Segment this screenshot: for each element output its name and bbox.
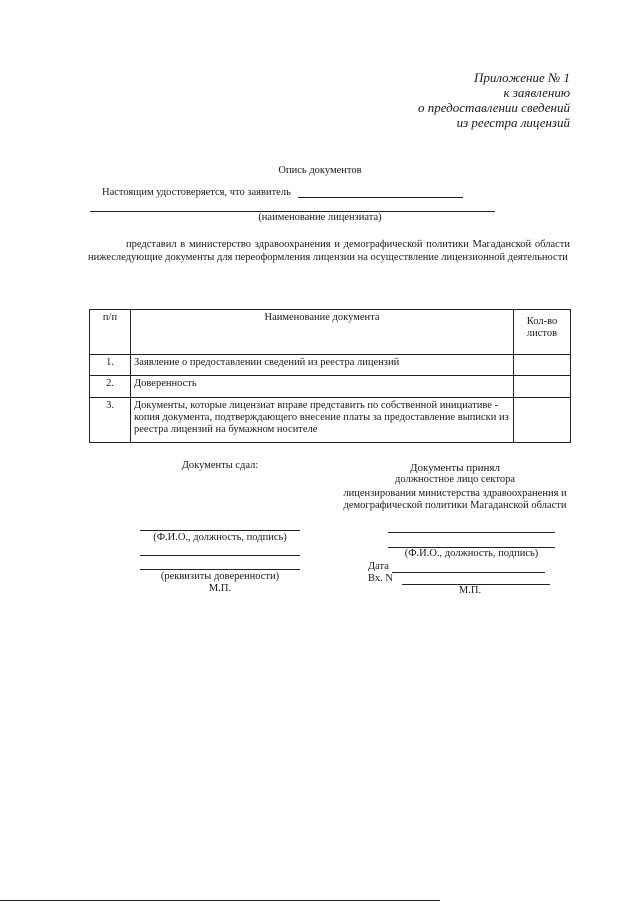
- certify-line: [102, 186, 502, 198]
- appendix-header: [418, 70, 570, 130]
- header-num: п/п: [90, 310, 131, 355]
- left-extra-line: [140, 555, 300, 556]
- row-qty: [514, 355, 571, 376]
- appendix-line-2: к заявлению: [503, 85, 570, 100]
- received-line-3: лицензирования министерства здравоохранения и: [343, 488, 567, 499]
- table-row: [90, 398, 571, 443]
- left-fio-line: [140, 530, 300, 531]
- table-row: [90, 355, 571, 376]
- right-sign-line-1: [388, 532, 555, 533]
- applicant-blank: [298, 186, 463, 198]
- row-qty: [514, 376, 571, 398]
- intro-paragraph: представил в министерство здравоохранения и демографической политики Магаданской области нижеследующие документы для переоформления лицензии на осуществление лицензионной деятельности: [88, 239, 570, 263]
- header-name: Наименование документа: [131, 310, 514, 355]
- right-fio-caption: (Ф.И.О., должность, подпись): [404, 548, 539, 559]
- right-stamp: М.П.: [458, 585, 482, 596]
- row-num: 1.: [90, 355, 131, 376]
- row-num: 3.: [90, 398, 131, 443]
- date-label: Дата: [368, 561, 389, 572]
- submitted-by-heading: Документы сдал:: [181, 460, 259, 471]
- received-line-1: Документы принял: [410, 462, 500, 474]
- row-name: Заявление о предоставлении сведений из реестра лицензий: [131, 355, 514, 376]
- table-row: [90, 376, 571, 398]
- documents-table: [89, 309, 571, 443]
- attorney-caption: (реквизиты доверенности): [160, 571, 280, 582]
- left-fio-caption: (Ф.И.О., должность, подпись): [153, 532, 287, 543]
- scan-edge-line: [0, 900, 440, 901]
- table-header-row: [90, 310, 571, 355]
- row-name: Документы, которые лицензиат вправе представить по собственной инициативе - копия документа, подтверждающего внесение платы за предоставление выписки из реестра лицензий на бумажном носителе: [131, 398, 514, 443]
- incoming-number-label: Вх. N: [368, 573, 393, 584]
- left-stamp: М.П.: [208, 583, 232, 594]
- attorney-line: [140, 569, 300, 570]
- row-num: 2.: [90, 376, 131, 398]
- received-line-2: должностное лицо сектора: [395, 474, 515, 485]
- received-line-4: демографической политики Магаданской области: [343, 500, 567, 511]
- header-qty: Кол-во листов: [514, 310, 571, 355]
- certify-text: Настоящим удостоверяется, что заявитель: [102, 187, 291, 198]
- date-line: [392, 572, 545, 573]
- appendix-line-3: о предоставлении сведений: [417, 100, 570, 115]
- row-qty: [514, 398, 571, 443]
- document-title: Опись документов: [278, 165, 362, 176]
- appendix-line-4: из реестра лицензий: [456, 115, 570, 130]
- licensee-caption: (наименование лицензиата): [258, 212, 382, 223]
- appendix-line-1: Приложение № 1: [473, 70, 570, 85]
- received-by-block: [335, 462, 575, 512]
- row-name: Доверенность: [131, 376, 514, 398]
